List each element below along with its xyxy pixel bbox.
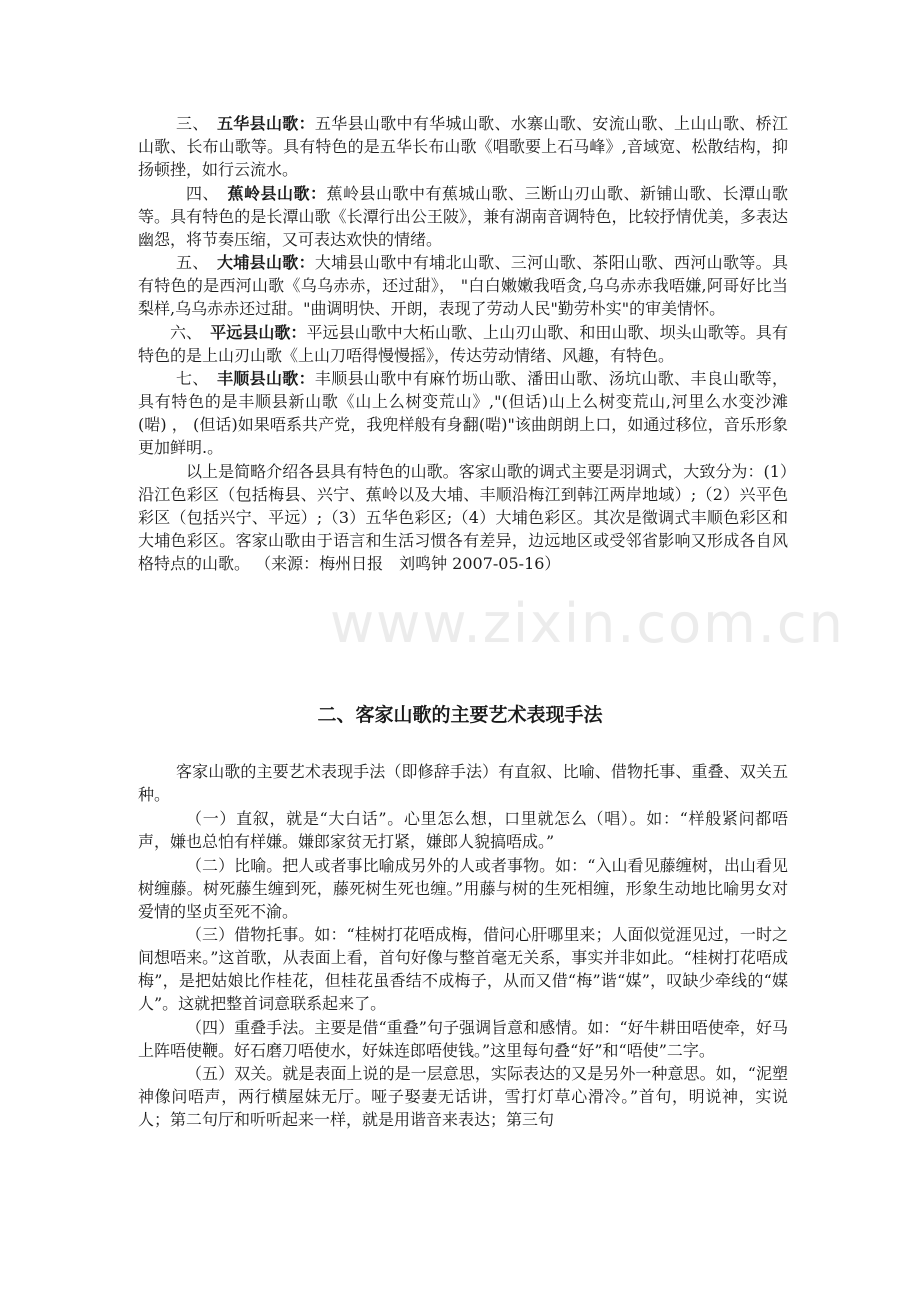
item-title: 五华县山歌：	[216, 114, 315, 133]
county-list	[138, 112, 788, 575]
item-title: 蕉岭县山歌：	[227, 183, 327, 203]
technique-paragraph: （四）重叠手法。主要是借“重叠”句子强调旨意和感情。如：“好牛耕田唔使牵，好马上阵唔使鞭。好石磨刀唔使水，好妹连郎唔使钱。”这里每句叠“好”和“唔使”二字。	[138, 1017, 788, 1060]
item-number: 五、	[176, 253, 201, 272]
item-title: 大埔县山歌：	[216, 253, 315, 272]
item-number: 七、	[176, 369, 201, 388]
summary-paragraph: 以上是简略介绍各县具有特色的山歌。客家山歌的调式主要是羽调式，大致分为：(1）沿江色彩区（包括梅县、兴宁、蕉岭以及大埔、丰顺沿梅江到韩江两岸地域）;（2）兴平色彩区（包括兴宁、平远）;（3）五华色彩区;（4）大埔色彩区。其次是徵调式丰顺色彩区和大埔色彩区。客家山歌由于语言和生活习惯各有差异，边远地区或受邻省影响又形成各自风格特点的山歌。 （来源：梅州日报 刘鸣钟 2007-05-16）	[138, 461, 788, 573]
item-title: 平远县山歌：	[210, 322, 307, 342]
watermark: www.zixin.com.cn	[330, 592, 845, 655]
item-number: 三、	[176, 114, 201, 133]
item-title: 丰顺县山歌：	[216, 369, 315, 388]
paragraph-jiaoling	[138, 182, 788, 251]
section-heading: 二、客家山歌的主要艺术表现手法	[317, 704, 603, 726]
item-number: 六、	[170, 322, 195, 342]
item-body: 蕉岭县山歌中有蕉城山歌、三断山刃山歌、新铺山歌、长潭山歌等。具有特色的是长潭山歌《长潭行出公王陂》，兼有湖南音调特色，比较抒情优美，多表达幽怨，将节奏压缩，又可表达欢快的情绪。	[138, 183, 788, 249]
technique-paragraph: （二）比喻。把人或者事比喻成另外的人或者事物。如：“入山看见藤缠树，出山看见树缠藤。树死藤生缠到死，藤死树生死也缠。”用藤与树的生死相缠，形象生动地比喻男女对爱情的坚贞至死不渝。	[138, 855, 788, 921]
paragraph-fengshun	[138, 367, 788, 459]
item-body: 平远县山歌中大柘山歌、上山刃山歌、和田山歌、坝头山歌等。具有特色的是上山刃山歌《上山刀唔得慢慢摇》，传达劳动情绪、风趣，有特色。	[138, 322, 788, 365]
techniques-section	[138, 760, 788, 1132]
technique-paragraph: （五）双关。就是表面上说的是一层意思，实际表达的又是另外一种意思。如，“泥塑神像问唔声，两行横屋妹无厅。哑子娶妻无话讲，雪打灯草心滑冷。”首句，明说神，实说人；第二句厅和听听起来一样，就是用谐音来表达；第三句	[138, 1064, 788, 1129]
techniques-intro: 客家山歌的主要艺术表现手法（即修辞手法）有直叙、比喻、借物托事、重叠、双关五种。	[138, 762, 788, 804]
item-body: 丰顺县山歌中有麻竹坜山歌、潘田山歌、汤坑山歌、丰良山歌等，具有特色的是丰顺县新山歌《山上么树变荒山》,"(但话)山上么树变荒山,河里么水变沙滩(啱) ， (但话)如果唔系共产党，我兜样般有身翻(啱)"该曲朗朗上口，如通过移位，音乐形象更加鲜明.。	[138, 369, 788, 457]
paragraph-wuhua	[138, 112, 788, 181]
technique-paragraph: （三）借物托事。如：“桂树打花唔成梅，借问心肝哪里来；人面似觉涯见过，一时之间想唔来。”这首歌，从表面上看，首句好像与整首毫无关系，事实并非如此。“桂树打花唔成梅”，是把姑娘比作桂花，但桂花虽香结不成梅子，从而又借“梅”谐“媒”，叹缺少牵线的“媒人”。这就把整首词意联系起来了。	[138, 925, 788, 1013]
paragraph-pingyuan	[138, 321, 788, 367]
technique-paragraph: （一）直叙，就是“大白话”。心里怎么想，口里就怎么（唱）。如：“样般紧问都唔声，嫌也总怕有样嫌。嫌郎家贫无打紧，嫌郎人貌搞唔成。”	[138, 809, 788, 851]
item-body: 五华县山歌中有华城山歌、水寨山歌、安流山歌、上山山歌、桥江山歌、长布山歌等。具有特色的是五华长布山歌《唱歌要上石马峰》,音域宽、松散结构，抑扬顿挫，如行云流水。	[138, 114, 788, 179]
item-body: 大埔县山歌中有埔北山歌、三河山歌、茶阳山歌、西河山歌等。具有特色的是西河山歌《乌乌赤赤，还过甜》， "白白嫩嫩我唔贪,乌乌赤赤我唔嫌,阿哥好比当梨样,乌乌赤赤还过甜。"曲调明快、开朗，表现了劳动人民"勤劳朴实"的审美情怀。	[138, 253, 788, 318]
item-number: 四、	[186, 183, 211, 203]
paragraph-dapu	[138, 251, 788, 320]
